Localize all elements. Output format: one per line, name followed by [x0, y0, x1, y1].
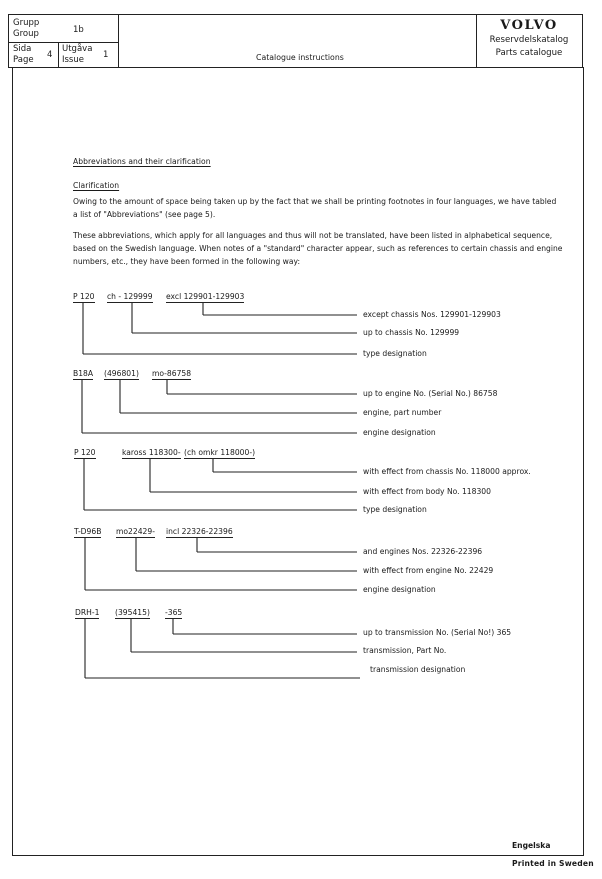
code-transmission-type: DRH-1 — [75, 608, 100, 617]
issue-value: 1 — [103, 50, 109, 60]
explanation-transmission-serial: up to transmission No. (Serial No!) 365 — [363, 628, 512, 637]
explanation-transmission-type: transmission designation — [370, 665, 466, 674]
explanation-type: type designation — [363, 505, 427, 514]
code-type: P 120 — [73, 292, 95, 301]
catalog-title-en: Parts catalogue — [495, 48, 563, 58]
explanation-exclusion: except chassis Nos. 129901-129903 — [363, 310, 501, 319]
printed-in-label: Printed in Sweden — [512, 859, 594, 868]
code-chassis-approx: (ch omkr 118000-) — [184, 448, 256, 457]
code-transmission-part: (395415) — [115, 608, 150, 617]
code-inclusion: incl 22326-22396 — [166, 527, 233, 536]
example-5-connectors — [85, 619, 360, 678]
page-label-sv: Sida — [13, 44, 32, 54]
example-1-connectors — [83, 303, 357, 354]
explanation-engine-type: engine designation — [363, 428, 436, 437]
code-engine-type: T-D96B — [74, 527, 102, 536]
intro-paragraph: Owing to the amount of space being taken up by the fact that we shall be printing footnotes in four languages, we have tabled a list of "Abbreviations" (see page 5). — [73, 197, 557, 219]
explanation-engine-from: with effect from engine No. 22429 — [363, 566, 494, 575]
explanation-part-number: engine, part number — [363, 408, 442, 417]
group-label-en: Group — [13, 29, 39, 39]
language-label: Engelska — [512, 841, 551, 850]
issue-label-en: Issue — [62, 55, 84, 65]
explanation-type: type designation — [363, 349, 427, 358]
example-2-connectors — [82, 380, 357, 433]
catalog-title-sv: Reservdelskatalog — [489, 35, 569, 45]
code-transmission-serial: -365 — [165, 608, 183, 617]
volvo-logo: VOLVO — [500, 18, 558, 33]
section-heading: Abbreviations and their clarification — [73, 157, 211, 166]
code-type: P 120 — [74, 448, 96, 457]
group-label-sv: Grupp — [13, 18, 40, 28]
example-4-connectors — [85, 538, 357, 590]
page-title: Catalogue instructions — [256, 53, 344, 62]
explanation-body: with effect from body No. 118300 — [363, 487, 491, 496]
group-value: 1b — [73, 25, 84, 35]
code-engine-type: B18A — [73, 369, 94, 378]
code-exclusion: excl 129901-129903 — [166, 292, 245, 301]
code-part-number: (496801) — [104, 369, 139, 378]
explanation-chassis-approx: with effect from chassis No. 118000 approx. — [363, 467, 531, 476]
code-body: kaross 118300- — [122, 448, 181, 457]
subheading: Clarification — [73, 181, 120, 190]
code-engine-serial: mo-86758 — [152, 369, 192, 378]
code-chassis: ch - 129999 — [107, 292, 153, 301]
explanation-transmission-part: transmission, Part No. — [363, 646, 447, 655]
explanation-engine-serial: up to engine No. (Serial No.) 86758 — [363, 389, 498, 398]
code-engine-from: mo22429- — [116, 527, 155, 536]
example-3-connectors — [84, 459, 357, 510]
issue-label-sv: Utgåva — [62, 44, 93, 54]
explanation-inclusion: and engines Nos. 22326-22396 — [363, 547, 483, 556]
explanation-chassis: up to chassis No. 129999 — [363, 328, 460, 337]
page-label-en: Page — [13, 55, 34, 65]
explanation-engine-type: engine designation — [363, 585, 436, 594]
page-value: 4 — [47, 50, 53, 60]
explanation-paragraph: These abbreviations, which apply for all languages and thus will not be translated, have been listed in alphabetical sequence, based on the Swedish language. When notes of a "standard" character appear, such as references to certain chassis and engine numbers, etc., they have been formed in the following way: — [73, 231, 563, 266]
